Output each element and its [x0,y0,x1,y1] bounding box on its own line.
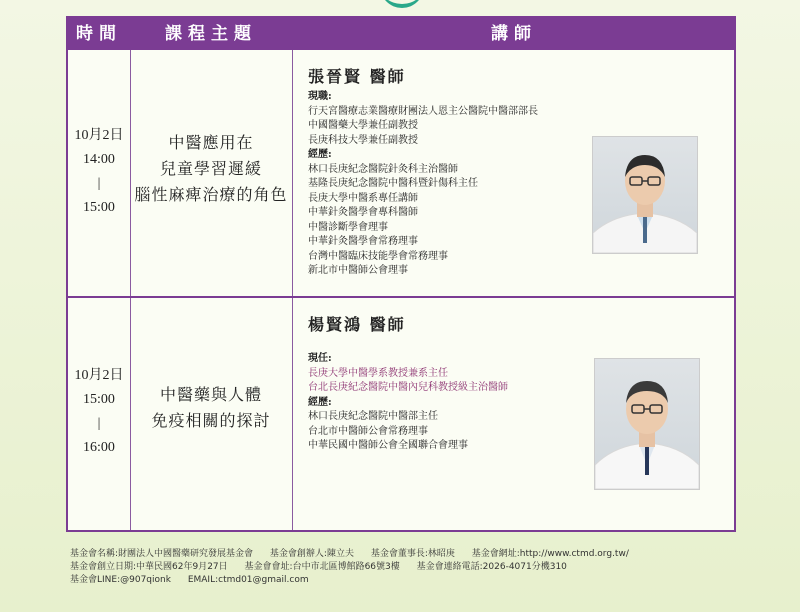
session-date: 10月2日 [74,128,124,143]
speaker-1-name: 張晉賢 醫師 [308,67,406,86]
speaker-1-bio [308,90,538,279]
column-divider [292,50,293,530]
schedule-table [66,16,736,532]
foundation-address: 基金會會址:台中市北區博館路66號3樓 [244,562,400,572]
speaker-1-photo [592,136,698,254]
foundation-website[interactable]: 基金會網址:http://www.ctmd.org.tw/ [471,549,629,559]
bio-line: 台北長庚紀念醫院中醫內兒科教授級主治醫師 [308,382,508,393]
header-speaker: 講師 [491,24,537,44]
bio-line: 新北市中醫師公會理事 [308,265,408,276]
current-label: 現職: [308,91,332,102]
bio-line: 中華針灸醫學會專科醫師 [308,207,418,218]
bio-line: 中華民國中醫師公會全國聯合會理事 [308,440,468,451]
time-separator: | [97,416,101,431]
column-divider [130,50,131,530]
foundation-line-id: 基金會LINE:@907qionk [70,575,171,585]
session-end: 15:00 [83,200,115,215]
session-start: 15:00 [83,392,115,407]
footer-line-1 [70,548,790,561]
table-header [68,18,734,50]
foundation-founder: 基金會創辦人:陳立夫 [269,549,354,559]
session-1-topic [130,130,292,208]
topic-line: 腦性麻痺治療的角色 [134,185,288,204]
speaker-2-bio [308,352,508,454]
footer-line-3 [70,574,790,587]
header-topic: 課程主題 [165,24,257,44]
top-decoration [380,0,424,8]
bio-line: 台北市中醫師公會常務理事 [308,425,428,437]
bio-line: 長庚大學中醫系專任講師 [308,192,418,204]
bio-line: 中華針灸醫學會常務理事 [308,236,418,247]
bio-line: 行天宮醫療志業醫療財團法人恩主公醫院中醫部部長 [308,105,538,117]
footer-line-2 [70,561,790,574]
bio-line: 台灣中醫臨床技能學會常務理事 [308,250,448,262]
bio-line: 長庚大學中醫學系教授兼系主任 [308,367,448,379]
session-1-time [68,124,130,220]
header-time: 時間 [76,24,122,44]
past-label: 經歷: [308,149,332,160]
bio-line: 林口長庚紀念醫院中醫部主任 [308,411,438,422]
foundation-name: 基金會名稱:財團法人中國醫藥研究發展基金會 [70,549,254,559]
past-label: 經歷: [308,396,332,408]
session-2-topic [130,382,292,434]
foundation-footer [70,548,790,587]
topic-line: 免疫相關的探討 [151,411,271,430]
bio-line: 長庚科技大學兼任副教授 [308,134,418,146]
topic-line: 兒童學習遲緩 [159,159,262,178]
foundation-chairman: 基金會董事長:林昭庚 [370,549,455,559]
time-separator: | [97,176,101,191]
session-end: 16:00 [83,440,115,455]
speaker-2-name: 楊賢鴻 醫師 [308,315,406,334]
topic-line: 中醫應用在 [168,133,254,152]
bio-line: 林口長庚紀念醫院針灸科主治醫師 [308,163,458,175]
foundation-email[interactable]: EMAIL:ctmd01@gmail.com [187,575,309,585]
speaker-2-photo [594,358,700,490]
bio-line: 中醫診斷學會理事 [308,221,388,233]
session-2-time [68,364,130,460]
bio-line: 基隆長庚紀念醫院中醫科暨針傷科主任 [308,178,478,189]
session-date: 10月2日 [74,368,124,383]
session-start: 14:00 [83,152,115,167]
bio-line: 中國醫藥大學兼任副教授 [308,120,418,131]
foundation-founded-date: 基金會創立日期:中華民國62年9月27日 [70,562,228,572]
foundation-phone: 基金會連絡電話:2026-4071分機310 [416,562,567,572]
row-divider [68,296,734,298]
topic-line: 中醫藥與人體 [159,385,262,404]
current-label: 現任: [308,353,332,364]
